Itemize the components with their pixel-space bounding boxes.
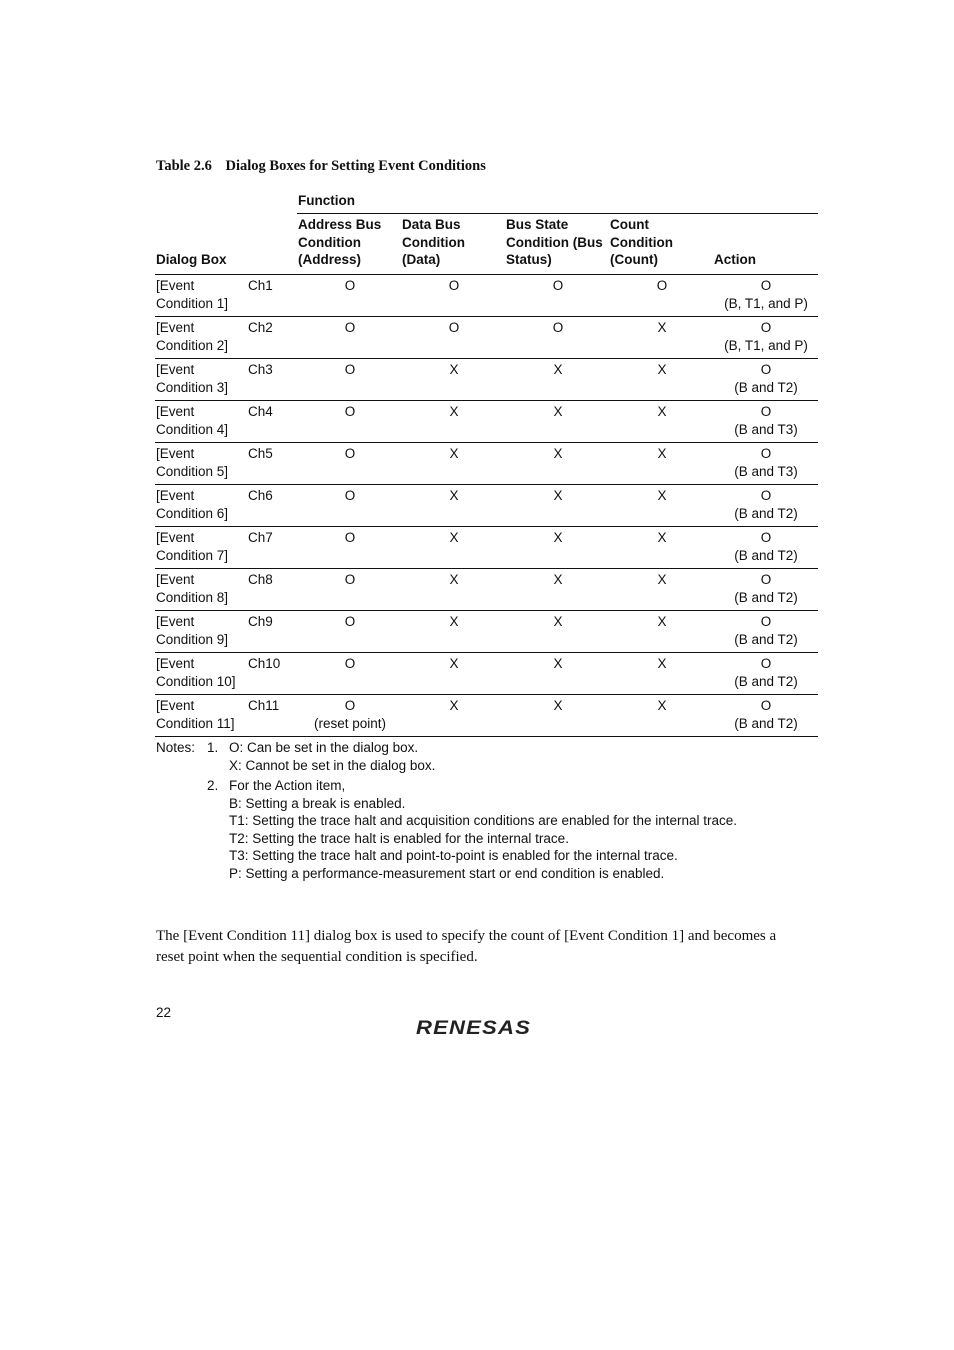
cell-bus-state: O (552, 278, 564, 293)
event-conditions-table (155, 190, 818, 737)
cell-data-bus: X (449, 362, 459, 377)
cell-channel: Ch6 (248, 488, 273, 503)
table-row (155, 653, 818, 695)
cell-channel: Ch5 (248, 446, 273, 461)
cell-data-bus: O (448, 278, 460, 293)
cell-data-bus: X (449, 698, 459, 713)
table-notes (156, 739, 836, 882)
cell-action: O (B and T2) (734, 572, 798, 605)
note-line: P: Setting a performance-measurement start or end condition is enabled. (229, 865, 665, 881)
cell-channel: Ch3 (248, 362, 273, 377)
cell-bus-state: X (553, 404, 563, 419)
cell-count: X (657, 488, 667, 503)
header-data-bus: Data Bus Condition (Data) (402, 217, 465, 267)
table-row (155, 317, 818, 359)
cell-count: X (657, 446, 667, 461)
table-row (155, 485, 818, 527)
cell-data-bus: X (449, 488, 459, 503)
note-item (207, 739, 836, 774)
header-bus-state: Bus State Condition (Bus Status) (506, 217, 603, 267)
cell-count: X (657, 656, 667, 671)
table-body (155, 275, 818, 737)
note-number: 1. (207, 740, 219, 755)
note-line: X: Cannot be set in the dialog box. (229, 757, 436, 773)
cell-bus-state: X (553, 488, 563, 503)
cell-address-bus: O (344, 530, 356, 545)
table-row (155, 443, 818, 485)
cell-data-bus: X (449, 614, 459, 629)
cell-action: O (B and T2) (734, 656, 798, 689)
header-count: Count Condition (Count) (610, 217, 673, 267)
cell-data-bus: X (449, 530, 459, 545)
cell-channel: Ch2 (248, 320, 273, 335)
cell-address-bus: O (344, 572, 356, 587)
cell-bus-state: O (552, 320, 564, 335)
table-caption (156, 158, 486, 175)
table-title: Dialog Boxes for Setting Event Conditions (225, 158, 486, 174)
note-lines (229, 777, 836, 882)
cell-dialog-box: [Event Condition 10] (156, 656, 236, 689)
body-paragraph: The [Event Condition 11] dialog box is used to specify the count of [Event Condition 1] and becomes a reset point when the sequential condition is specified. (156, 928, 777, 965)
cell-bus-state: X (553, 614, 563, 629)
cell-count: X (657, 320, 667, 335)
cell-bus-state: X (553, 446, 563, 461)
table-number: Table 2.6 (156, 158, 212, 174)
header-address-bus: Address Bus Condition (Address) (298, 217, 382, 267)
note-line: O: Can be set in the dialog box. (229, 740, 419, 755)
table-row (155, 695, 818, 737)
cell-action: O (B and T2) (734, 530, 798, 563)
note-line: T2: Setting the trace halt is enabled for the internal trace. (229, 830, 569, 846)
note-line: T3: Setting the trace halt and point-to-point is enabled for the internal trace. (229, 848, 678, 863)
cell-bus-state: X (553, 362, 563, 377)
cell-bus-state: X (553, 572, 563, 587)
cell-action: O (B and T2) (734, 362, 798, 395)
cell-count: X (657, 362, 667, 377)
cell-count: X (657, 614, 667, 629)
cell-dialog-box: [Event Condition 5] (156, 446, 229, 479)
cell-count: X (657, 530, 667, 545)
cell-address-bus: O (344, 488, 356, 503)
cell-dialog-box: [Event Condition 1] (156, 278, 229, 311)
cell-address-bus: O (344, 320, 356, 335)
cell-address-bus: O (344, 362, 356, 377)
notes-list (156, 739, 836, 882)
cell-action: O (B and T2) (734, 698, 798, 731)
renesas-logo (414, 1016, 534, 1038)
cell-data-bus: X (449, 572, 459, 587)
cell-data-bus: O (448, 320, 460, 335)
cell-bus-state: X (553, 656, 563, 671)
cell-action: O (B and T3) (734, 404, 798, 437)
cell-dialog-box: [Event Condition 8] (156, 572, 229, 605)
cell-address-bus: O (344, 446, 356, 461)
note-number: 2. (207, 778, 219, 793)
cell-channel: Ch8 (248, 572, 273, 587)
cell-count: X (657, 698, 667, 713)
cell-action: O (B and T2) (734, 488, 798, 521)
table-row (155, 275, 818, 317)
cell-action: O (B, T1, and P) (724, 320, 808, 353)
cell-address-bus: O (reset point) (313, 698, 387, 731)
note-lines (229, 739, 836, 774)
table-row (155, 359, 818, 401)
note-line: B: Setting a break is enabled. (229, 795, 406, 811)
cell-count: O (656, 278, 668, 293)
cell-channel: Ch10 (248, 656, 281, 671)
cell-channel: Ch1 (248, 278, 273, 293)
page-number: 22 (156, 1005, 172, 1020)
table-row (155, 401, 818, 443)
cell-address-bus: O (344, 614, 356, 629)
table-row (155, 569, 818, 611)
notes-prefix: Notes: (156, 740, 196, 755)
cell-channel: Ch11 (248, 698, 280, 713)
cell-action: O (B and T3) (734, 446, 798, 479)
cell-address-bus: O (344, 278, 356, 293)
cell-action: O (B, T1, and P) (724, 278, 808, 311)
cell-count: X (657, 572, 667, 587)
note-line: For the Action item, (229, 778, 346, 793)
cell-dialog-box: [Event Condition 4] (156, 404, 229, 437)
cell-channel: Ch7 (248, 530, 273, 545)
cell-bus-state: X (553, 530, 563, 545)
cell-count: X (657, 404, 667, 419)
table-row (155, 527, 818, 569)
note-line: T1: Setting the trace halt and acquisition conditions are enabled for the internal trace. (229, 813, 738, 828)
function-group-header (155, 190, 818, 214)
cell-bus-state: X (553, 698, 563, 713)
cell-address-bus: O (344, 404, 356, 419)
header-action: Action (714, 251, 756, 267)
cell-action: O (B and T2) (734, 614, 798, 647)
cell-dialog-box: [Event Condition 7] (156, 530, 229, 563)
cell-dialog-box: [Event Condition 9] (156, 614, 229, 647)
cell-dialog-box: [Event Condition 3] (156, 362, 229, 395)
table-row (155, 611, 818, 653)
cell-dialog-box: [Event Condition 11] (156, 698, 235, 731)
cell-channel: Ch4 (248, 404, 273, 419)
function-label: Function (298, 193, 355, 208)
cell-data-bus: X (449, 446, 459, 461)
note-item (207, 777, 836, 882)
cell-data-bus: X (449, 404, 459, 419)
cell-channel: Ch9 (248, 614, 273, 629)
cell-dialog-box: [Event Condition 2] (156, 320, 229, 353)
cell-address-bus: O (344, 656, 356, 671)
header-dialog-box: Dialog Box (156, 251, 227, 267)
svg-text:RENESAS: RENESAS (416, 1018, 531, 1038)
table-header-row (155, 214, 818, 275)
cell-data-bus: X (449, 656, 459, 671)
cell-dialog-box: [Event Condition 6] (156, 488, 229, 521)
